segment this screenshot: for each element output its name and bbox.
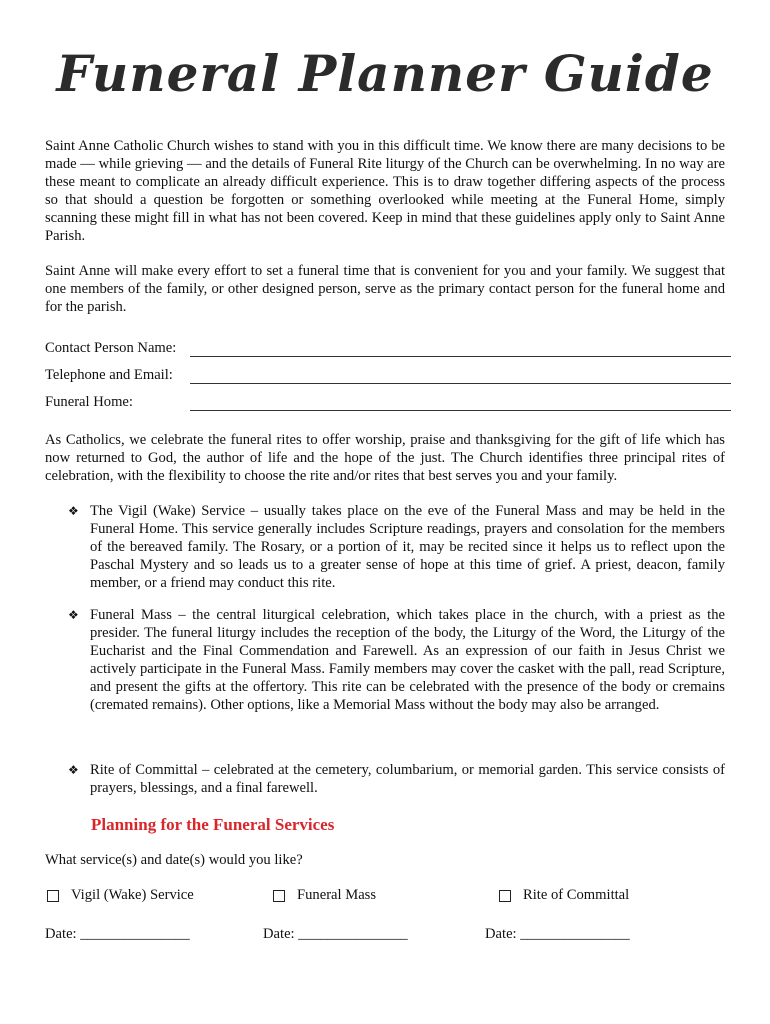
rites-paragraph: As Catholics, we celebrate the funeral rites to offer worship, praise and thanksgiving for the gift of life which has now returned to God, the author of life and the hope of the just. The Church identifies three principal rites of celebration, with the flexibility to choose the rite and/or rites that best serves you and your family. — [45, 432, 725, 484]
diamond-bullet-icon: ❖ — [68, 608, 79, 622]
telephone-email-field[interactable] — [45, 367, 731, 387]
option-committal-label: Rite of Committal — [523, 887, 630, 903]
date-committal[interactable]: Date: _______________ — [485, 926, 630, 942]
diamond-bullet-icon: ❖ — [68, 763, 79, 777]
bullet-committal — [68, 761, 725, 797]
checkbox-vigil[interactable] — [47, 890, 59, 902]
bullet-vigil — [68, 502, 725, 592]
bullet-committal-text: Rite of Committal – celebrated at the cemetery, columbarium, or memorial garden. This service consists of prayers, blessings, and a final farewell. — [90, 762, 725, 796]
funeral-home-line[interactable] — [190, 410, 731, 411]
option-mass-label: Funeral Mass — [297, 887, 377, 903]
page-title: Funeral Planner Guide — [56, 44, 714, 103]
contact-name-label: Contact Person Name: — [45, 340, 177, 356]
contact-name-field[interactable] — [45, 340, 731, 360]
option-mass[interactable] — [273, 887, 376, 904]
planning-heading: Planning for the Funeral Services — [91, 815, 335, 834]
telephone-email-line[interactable] — [190, 383, 731, 384]
funeral-home-field[interactable] — [45, 394, 731, 414]
date-mass[interactable]: Date: _______________ — [263, 926, 408, 942]
telephone-email-label: Telephone and Email: — [45, 367, 173, 383]
option-vigil-label: Vigil (Wake) Service — [71, 887, 194, 903]
contact-name-line[interactable] — [190, 356, 731, 357]
services-question: What service(s) and date(s) would you like? — [45, 852, 303, 868]
intro-paragraph: Saint Anne Catholic Church wishes to stand with you in this difficult time. We know there are many decisions to be made — while grieving — and the details of Funeral Rite liturgy of the Church can be overwhelming. In no way are these meant to complicate an already difficult experience. This is to draw together differing aspects of the process so that should a question be forgotten or something overlooked while meeting at the Funeral Home, simply scanning these might fill in what has not been covered. Keep in mind that these guidelines apply only to Saint Anne Parish. — [45, 138, 725, 244]
checkbox-committal[interactable] — [499, 890, 511, 902]
option-committal[interactable] — [499, 887, 629, 904]
bullet-mass-text: Funeral Mass – the central liturgical celebration, which takes place in the church, with a priest as the presider. The funeral liturgy includes the reception of the body, the Liturgy of the Word, the Liturgy of the Eucharist and the Final Commendation and Farewell. As an expression of our faith in Jesus Christ we actively participate in the Funeral Mass. Family members may cover the casket with the pall, read Scripture, and present the gifts at the offertory. This rite can be celebrated with the presence of the body or cremains (cremated remains). Other options, like a Memorial Mass without the body may also be arranged. — [90, 607, 725, 713]
checkbox-mass[interactable] — [273, 890, 285, 902]
option-vigil[interactable] — [47, 887, 194, 904]
bullet-mass — [68, 606, 725, 714]
date-vigil[interactable]: Date: _______________ — [45, 926, 190, 942]
contact-paragraph: Saint Anne will make every effort to set a funeral time that is convenient for you and your family. We suggest that one members of the family, or other designed person, serve as the primary contact person for the funeral home and for the parish. — [45, 263, 725, 315]
diamond-bullet-icon: ❖ — [68, 504, 79, 518]
funeral-home-label: Funeral Home: — [45, 394, 133, 410]
bullet-vigil-text: The Vigil (Wake) Service – usually takes place on the eve of the Funeral Mass and may be held in the Funeral Home. This service generally includes Scripture readings, prayers and consolation for the members of the bereaved family. The Rosary, or a portion of it, may be recited since it helps us to reflect upon the Paschal Mystery and so leads us to a greater sense of hope at this time of grief. A priest, deacon, family member, or a friend may conduct this rite. — [90, 503, 725, 591]
